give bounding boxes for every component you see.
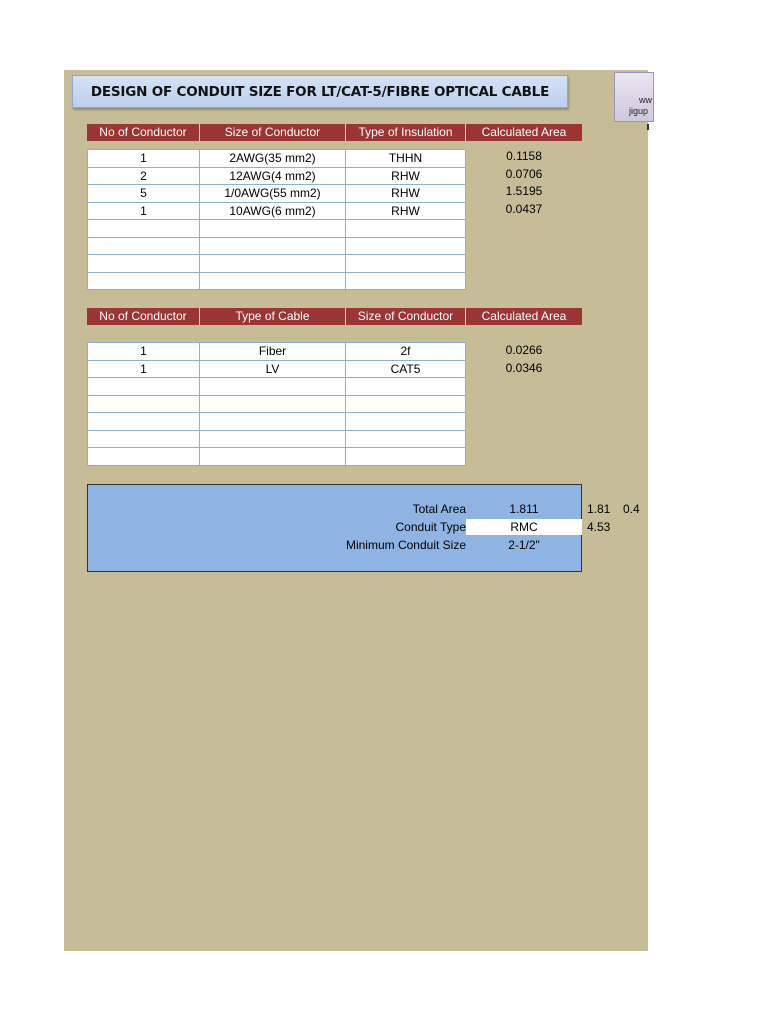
table-row [88,237,466,255]
cell-no[interactable]: 1 [88,202,200,220]
cell-size[interactable] [200,272,346,290]
cell-no[interactable] [88,448,200,466]
cell-cable-type[interactable] [200,448,346,466]
cell-cable-type[interactable]: Fiber [200,343,346,361]
conduit-type-select[interactable]: RMC [466,519,582,535]
cell-insulation[interactable]: RHW [346,202,466,220]
table-row [88,360,466,378]
cell-cable-type[interactable] [200,430,346,448]
cell-size[interactable]: 12AWG(4 mm2) [200,167,346,185]
cell-cable-type[interactable] [200,413,346,431]
cell-no[interactable]: 2 [88,167,200,185]
header-type-of-insulation: Type of Insulation [346,124,466,141]
side-marker [647,124,649,130]
cell-insulation[interactable] [346,255,466,273]
cell-size[interactable]: CAT5 [346,360,466,378]
table-row [88,185,466,203]
conduit-type-label: Conduit Type [395,520,466,534]
cell-no[interactable] [88,413,200,431]
sheet-title: DESIGN OF CONDUIT SIZE FOR LT/CAT-5/FIBRE OPTICAL CABLE [72,75,568,108]
cell-cable-type[interactable]: LV [200,360,346,378]
calculated-area-value: 1.5195 [505,184,543,199]
cell-no[interactable]: 1 [88,343,200,361]
table-row [88,395,466,413]
cell-insulation[interactable] [346,220,466,238]
table1-calculated-areas [466,148,582,218]
header-type-of-cable: Type of Cable [200,308,346,325]
table1-header [87,124,582,141]
min-conduit-size-value: 2-1/2" [508,538,540,552]
cell-insulation[interactable]: THHN [346,150,466,168]
header-no-of-conductor: No of Conductor [87,124,200,141]
cell-size[interactable]: 10AWG(6 mm2) [200,202,346,220]
cell-no[interactable] [88,272,200,290]
cell-size[interactable] [200,237,346,255]
cell-size[interactable] [200,255,346,273]
cell-insulation[interactable] [346,272,466,290]
cell-insulation[interactable]: RHW [346,167,466,185]
calculated-area-value: 0.1158 [506,149,542,163]
cell-size[interactable] [346,448,466,466]
cell-size[interactable] [200,220,346,238]
cell-cable-type[interactable] [200,378,346,396]
cell-no[interactable]: 1 [88,150,200,168]
cell-size[interactable]: 1/0AWG(55 mm2) [200,185,346,203]
table1-grid [87,149,466,290]
header-calculated-area: Calculated Area [466,124,582,141]
table-row [88,167,466,185]
header-size-of-conductor: Size of Conductor [346,308,466,325]
aux-value-2: 0.4 [623,502,640,516]
calculated-area-value: 0.0266 [505,343,543,357]
min-conduit-size-label: Minimum Conduit Size [345,538,466,552]
cell-no[interactable] [88,395,200,413]
calculated-area-value: 0.0437 [505,201,543,216]
cell-size[interactable] [346,430,466,448]
cell-insulation[interactable]: RHW [346,185,466,203]
aux-value-3: 4.53 [587,520,611,534]
table2-grid [87,342,466,466]
side-note-line-2: jigup [629,106,649,116]
cell-size[interactable] [346,378,466,396]
header-calculated-area: Calculated Area [466,308,582,325]
calculated-area-value: 0.0706 [505,166,543,181]
cell-insulation[interactable] [346,237,466,255]
calculated-area-value: 0.0346 [505,360,543,375]
table-row [88,150,466,168]
table2-calculated-areas [466,342,582,377]
cell-no[interactable]: 5 [88,185,200,203]
cell-size[interactable] [346,413,466,431]
table-row [88,220,466,238]
cell-no[interactable] [88,378,200,396]
cell-no[interactable]: 1 [88,360,200,378]
cell-cable-type[interactable] [200,395,346,413]
table2-header [87,308,582,325]
aux-value-1: 1.81 [587,502,611,516]
table-row [88,448,466,466]
cell-no[interactable] [88,430,200,448]
table-row [88,272,466,290]
total-area-value: 1.811 [509,502,539,516]
header-size-of-conductor: Size of Conductor [200,124,346,141]
table-row [88,343,466,361]
table-row [88,202,466,220]
cell-size[interactable] [346,395,466,413]
cell-size[interactable]: 2f [346,343,466,361]
cell-size[interactable]: 2AWG(35 mm2) [200,150,346,168]
header-no-of-conductor: No of Conductor [87,308,200,325]
side-note-box [614,72,654,122]
side-note-line-1: ww [639,95,652,105]
total-area-label: Total Area [412,502,466,516]
table-row [88,413,466,431]
summary-panel [87,484,582,572]
cell-no[interactable] [88,237,200,255]
cell-no[interactable] [88,220,200,238]
table-row [88,255,466,273]
table-row [88,378,466,396]
table-row [88,430,466,448]
cell-no[interactable] [88,255,200,273]
